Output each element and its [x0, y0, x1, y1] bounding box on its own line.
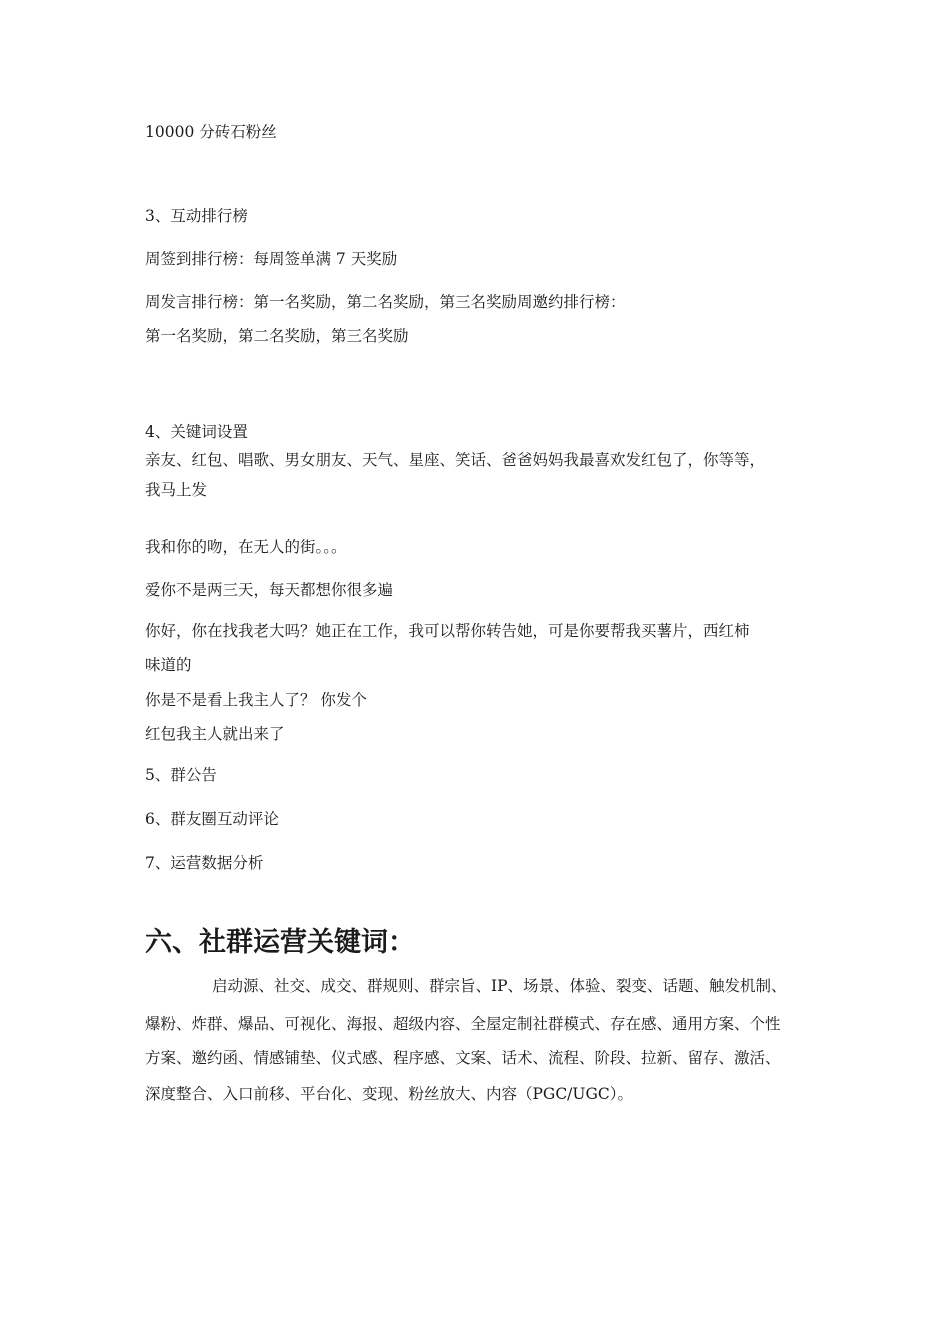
item-3-line-1: 周签到排行榜：每周签单满 7 天奖励: [145, 250, 398, 268]
keywords-line-2: 爆粉、炸群、爆品、可视化、海报、超级内容、全屋定制社群模式、存在感、通用方案、个性: [145, 1015, 781, 1033]
item-7: 7、运营数据分析: [145, 854, 264, 872]
item-3-line-3: 第一名奖励，第二名奖励，第三名奖励: [145, 327, 409, 345]
item-4-title: 4、关键词设置: [145, 423, 248, 441]
item-4-line-2: 我马上发: [145, 481, 208, 499]
keywords-line-4: 深度整合、入口前移、平台化、变现、粉丝放大、内容（PGC/UGC）。: [145, 1085, 633, 1103]
item-4-line-1: 亲友、红包、唱歌、男女朋友、天气、星座、笑话、爸爸妈妈我最喜欢发红包了，你等等，: [145, 451, 766, 469]
keywords-line-3: 方案、邀约函、情感铺垫、仪式感、程序感、文案、话术、流程、阶段、拉新、留存、激活、: [145, 1049, 781, 1067]
reply-2: 爱你不是两三天，每天都想你很多遍: [145, 581, 394, 599]
reply-3-line-1: 你好，你在找我老大吗？她正在工作，我可以帮你转告她，可是你要帮我买薯片，西红柿: [145, 622, 750, 640]
item-3-title: 3、互动排行榜: [145, 207, 248, 225]
reply-4-line-1: 你是不是看上我主人了？ 你发个: [145, 691, 367, 709]
item-6: 6、群友圈互动评论: [145, 810, 279, 828]
reply-3-line-2: 味道的: [145, 656, 192, 674]
reply-1: 我和你的吻，在无人的街。。。: [145, 538, 347, 556]
item-3-line-2: 周发言排行榜：第一名奖励，第二名奖励，第三名奖励周邀约排行榜：: [145, 293, 626, 311]
section-6-heading: 六、社群运营关键词：: [145, 927, 415, 958]
keywords-line-1: 启动源、社交、成交、群规则、群宗旨、IP、场景、体验、裂变、话题、触发机制、: [212, 977, 787, 995]
reply-4-line-2: 红包我主人就出来了: [145, 725, 285, 743]
fans-line: 10000 分砖石粉丝: [145, 123, 277, 141]
item-5: 5、群公告: [145, 766, 217, 784]
